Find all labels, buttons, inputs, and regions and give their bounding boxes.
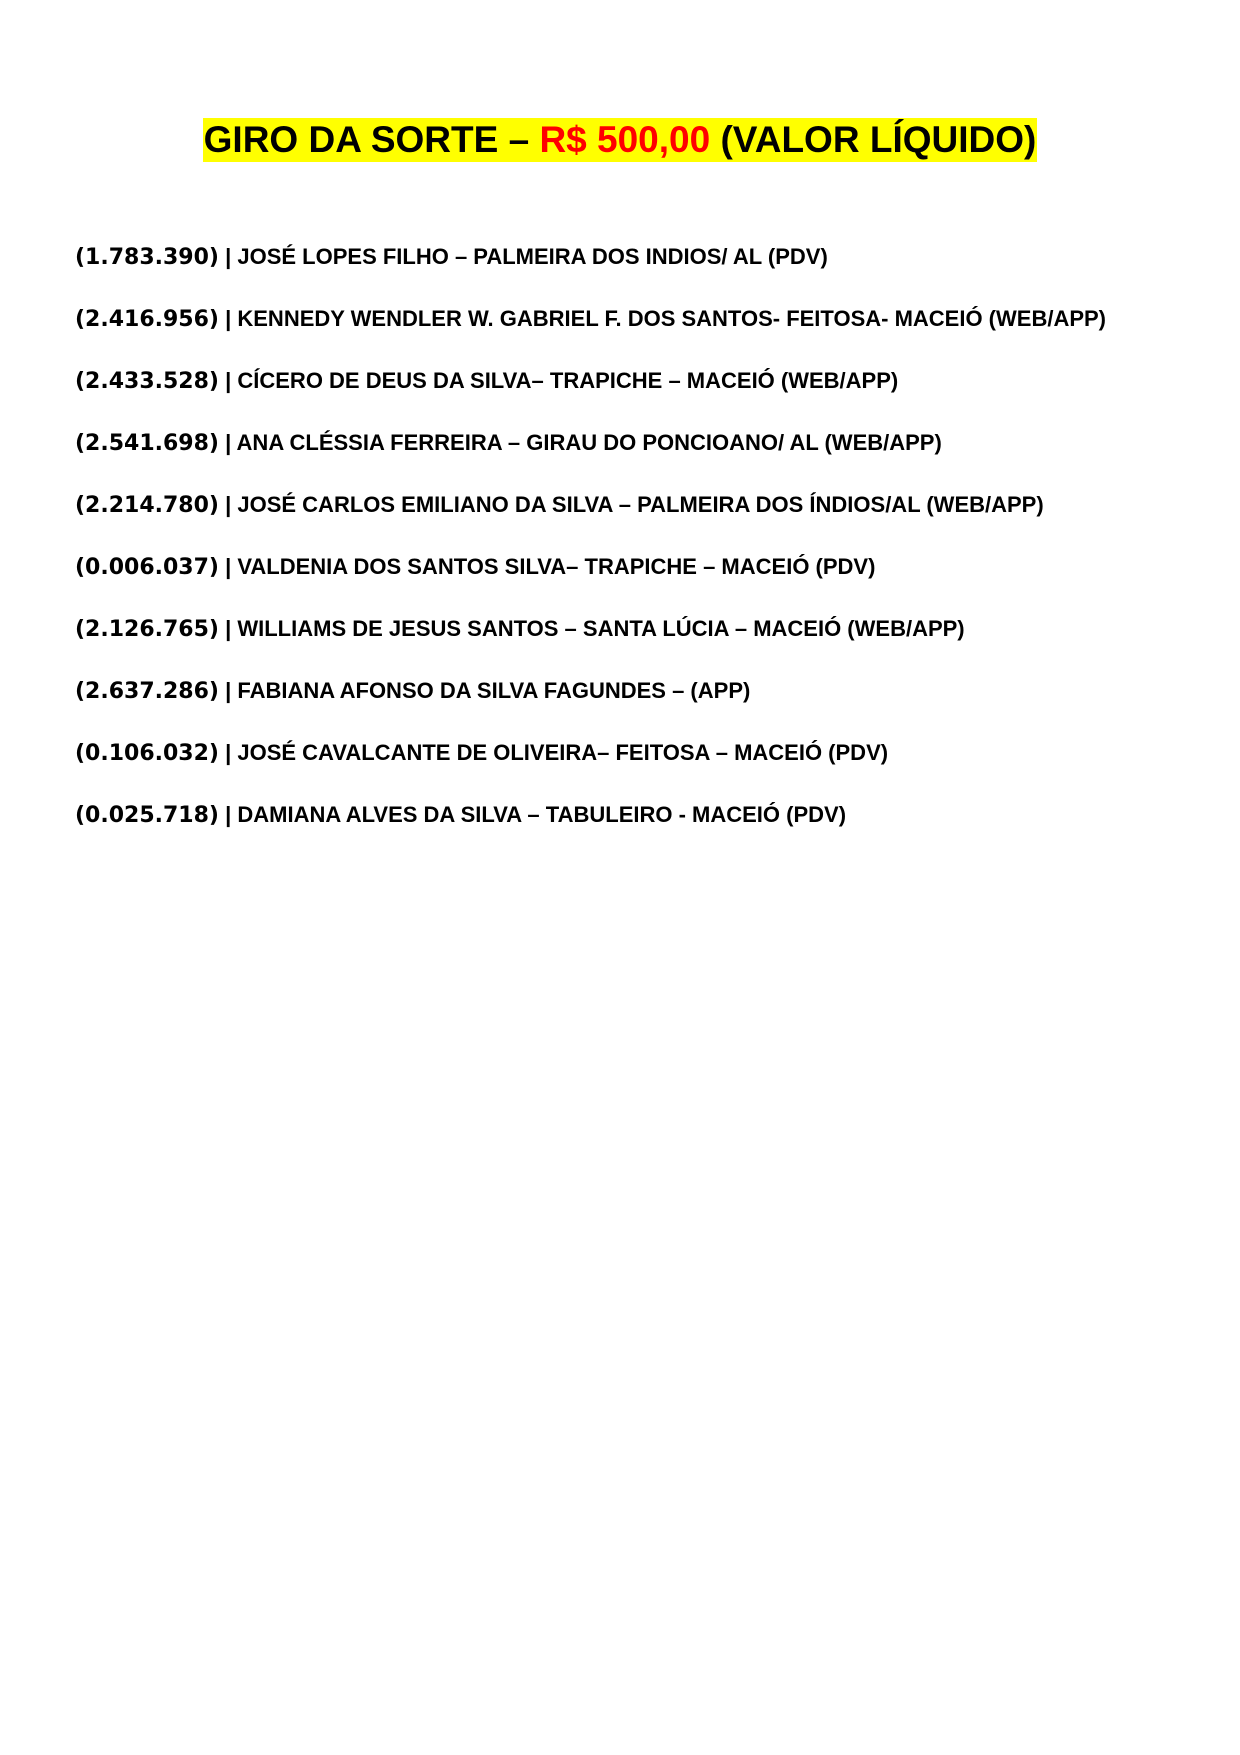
winner-code: (2.416.956)	[75, 307, 219, 332]
winner-code: (2.214.780)	[75, 493, 219, 518]
winner-details: | FABIANA AFONSO DA SILVA FAGUNDES – (APP)	[218, 678, 751, 703]
winner-entry	[75, 304, 1195, 366]
winner-details: | DAMIANA ALVES DA SILVA – TABULEIRO - MACEIÓ (PDV)	[218, 802, 847, 827]
winner-details: | CÍCERO DE DEUS DA SILVA– TRAPICHE – MACEIÓ (WEB/APP)	[218, 368, 899, 393]
title-prefix: GIRO DA SORTE –	[203, 119, 540, 160]
winners-list	[75, 242, 1195, 862]
title-container	[0, 118, 1240, 162]
winner-code: (2.433.528)	[75, 369, 219, 394]
winner-entry	[75, 738, 1195, 800]
title-amount: R$ 500,00	[539, 119, 711, 160]
winner-entry	[75, 490, 1195, 552]
winner-details: | VALDENIA DOS SANTOS SILVA– TRAPICHE – MACEIÓ (PDV)	[218, 554, 876, 579]
winner-code: (2.637.286)	[75, 679, 219, 704]
winner-entry	[75, 614, 1195, 676]
winner-details: | WILLIAMS DE JESUS SANTOS – SANTA LÚCIA – MACEIÓ (WEB/APP)	[218, 616, 965, 641]
winner-entry	[75, 676, 1195, 738]
winner-details: | JOSÉ LOPES FILHO – PALMEIRA DOS INDIOS/ AL (PDV)	[218, 244, 828, 269]
winner-details: | JOSÉ CAVALCANTE DE OLIVEIRA– FEITOSA – MACEIÓ (PDV)	[218, 740, 889, 765]
winner-entry	[75, 366, 1195, 428]
winner-entry	[75, 428, 1195, 490]
winner-code: (0.025.718)	[75, 803, 219, 828]
winner-entry	[75, 552, 1195, 614]
winner-details: | ANA CLÉSSIA FERREIRA – GIRAU DO PONCIOANO/ AL (WEB/APP)	[218, 430, 942, 455]
winner-details: | KENNEDY WENDLER W. GABRIEL F. DOS SANTOS- FEITOSA- MACEIÓ (WEB/APP)	[218, 306, 1107, 331]
winner-code: (2.541.698)	[75, 431, 219, 456]
winner-details: | JOSÉ CARLOS EMILIANO DA SILVA – PALMEIRA DOS ÍNDIOS/AL (WEB/APP)	[218, 492, 1044, 517]
winner-entry	[75, 800, 1195, 862]
page-title	[203, 118, 1038, 162]
winner-code: (1.783.390)	[75, 245, 219, 270]
winner-entry	[75, 242, 1195, 304]
winner-code: (0.006.037)	[75, 555, 219, 580]
title-suffix: (VALOR LÍQUIDO)	[710, 119, 1037, 160]
winner-code: (2.126.765)	[75, 617, 219, 642]
winner-code: (0.106.032)	[75, 741, 219, 766]
